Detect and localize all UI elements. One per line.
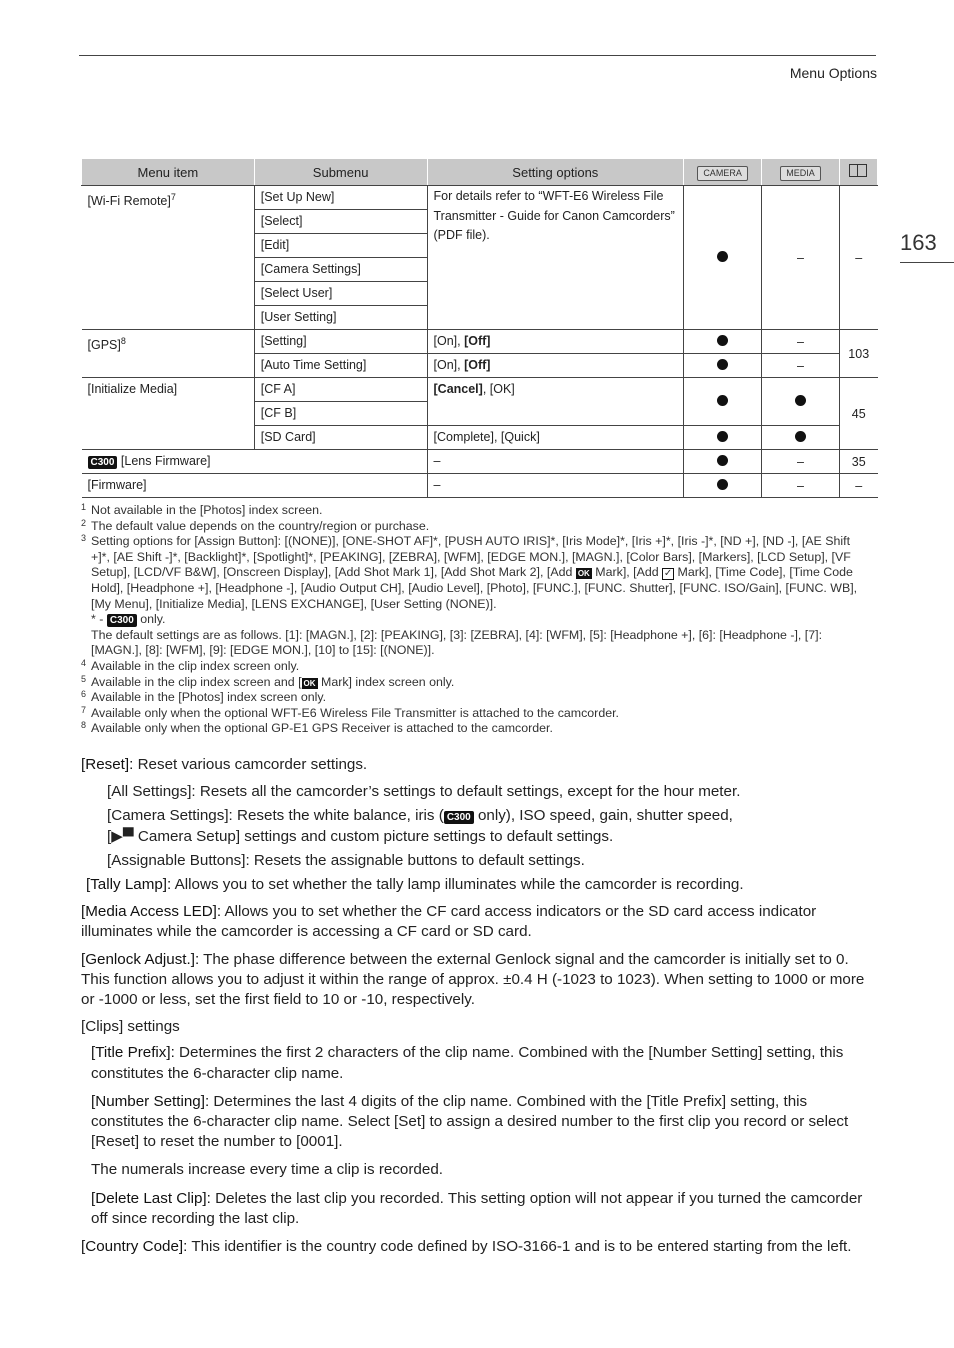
- checkmark-icon: ✓: [663, 568, 673, 580]
- menu-item-wifi-remote: [Wi-Fi Remote]: [87, 194, 171, 209]
- media-cell: –: [762, 474, 840, 498]
- media-mode-icon: MEDIA: [780, 166, 821, 181]
- media-cell: –: [762, 354, 840, 378]
- submenu-cell: [Auto Time Setting]: [254, 354, 427, 378]
- c300-badge-icon: C300: [444, 811, 474, 824]
- footnote-6: 6 Available in the [Photos] index screen only.: [81, 689, 327, 705]
- table-row: [Wi-Fi Remote]$^7$ [Set Up New] For details refer to “WFT-E6 Wireless File Transmitter - Guide for Canon Camcorders” (PDF file). – –: [82, 186, 878, 210]
- table-row: [82, 450, 878, 474]
- table-header-row: [82, 159, 878, 186]
- col-setting-options: Setting options: [427, 159, 684, 186]
- submenu-cell: [Edit]: [254, 234, 427, 258]
- page-number: 163: [900, 230, 937, 255]
- available-dot-icon: [717, 335, 728, 346]
- setting-options-cell: [Complete], [Quick]: [427, 426, 684, 450]
- media-cell: –: [762, 186, 840, 330]
- submenu-cell: [CF B]: [254, 402, 427, 426]
- submenu-cell: [Set Up New]: [254, 186, 427, 210]
- submenu-cell: [Select]: [254, 210, 427, 234]
- available-dot-icon: [717, 455, 728, 466]
- menu-item-lens-firmware: [Lens Firmware]: [120, 454, 211, 468]
- available-dot-icon: [717, 359, 728, 370]
- all-settings-paragraph: [All Settings]: Resets all the camcorder’s settings to default settings, except for the hour meter.: [107, 783, 741, 801]
- ok-mark-icon: OK: [577, 569, 590, 579]
- menu-item-gps: [GPS]: [87, 338, 121, 353]
- table-row: [GPS]$^8$ [Setting] [On], [Off] – 103: [82, 330, 878, 354]
- table-row: [82, 474, 878, 498]
- submenu-cell: [SD Card]: [254, 426, 427, 450]
- setting-options-cell: –: [427, 450, 684, 474]
- footnote-4: 4 Available in the clip index screen only.: [81, 657, 300, 673]
- camera-mode-icon: CAMERA: [697, 166, 748, 181]
- media-cell: –: [762, 450, 840, 474]
- setting-options-cell: –: [427, 474, 684, 498]
- page-ref-cell: –: [839, 474, 877, 498]
- submenu-cell: [User Setting]: [254, 306, 427, 330]
- book-reference-icon: [849, 164, 867, 177]
- submenu-cell: [Camera Settings]: [254, 258, 427, 282]
- available-dot-icon: [795, 431, 806, 442]
- footnotes: [81, 503, 861, 737]
- submenu-cell: [CF A]: [254, 378, 427, 402]
- header-rule: [79, 55, 876, 56]
- setting-options-cell: For details refer to “WFT-E6 Wireless File Transmitter - Guide for Canon Camcorders” (PDF file).: [427, 186, 684, 330]
- body-text: [81, 755, 876, 1264]
- available-dot-icon: [717, 395, 728, 406]
- submenu-cell: [Select User]: [254, 282, 427, 306]
- available-dot-icon: [795, 395, 806, 406]
- page-ref-cell: –: [839, 186, 877, 330]
- available-dot-icon: [717, 479, 728, 490]
- title-prefix-paragraph: [Title Prefix]: Determines the first 2 characters of the clip name. Combined with the [Number Setting] setting, this constitutes the 6-character clip name.: [91, 1044, 844, 1082]
- ok-mark-icon: OK: [303, 678, 316, 688]
- reset-paragraph: [Reset]: Reset various camcorder settings.: [81, 756, 368, 773]
- col-menu-item: Menu item: [82, 159, 255, 186]
- menu-item-firmware: [Firmware]: [82, 474, 428, 498]
- page-number-rule: [900, 262, 954, 263]
- footnote-8: 8 Available only when the optional GP-E1 GPS Receiver is attached to the camcorder.: [81, 720, 553, 736]
- section-title: Menu Options: [789, 65, 877, 81]
- col-submenu: Submenu: [254, 159, 427, 186]
- assignable-buttons-paragraph: [Assignable Buttons]: Resets the assignable buttons to default settings.: [107, 851, 585, 869]
- footnote-7: 7 Available only when the optional WFT-E6 Wireless File Transmitter is attached to the camcorder.: [81, 704, 619, 720]
- media-access-led-paragraph: [Media Access LED]: Allows you to set whether the CF card access indicators or the SD card access indicator illuminates while the camcorder is accessing a CF card or SD card.: [81, 903, 817, 941]
- c300-badge-icon: C300: [88, 456, 118, 469]
- table-row: [Initialize Media] [CF A] [Cancel], [OK] 45: [82, 378, 878, 402]
- available-dot-icon: [717, 431, 728, 442]
- menu-item-initialize-media: [Initialize Media]: [82, 378, 255, 450]
- submenu-cell: [Setting]: [254, 330, 427, 354]
- numerals-paragraph: The numerals increase every time a clip is recorded.: [91, 1161, 443, 1179]
- footnote-2: 2 The default value depends on the country/region or purchase.: [81, 517, 430, 533]
- footnote-1: 1 Not available in the [Photos] index screen.: [81, 502, 323, 517]
- page-ref-cell: 45: [839, 378, 877, 450]
- clips-settings-heading: [Clips] settings: [81, 1018, 180, 1036]
- page-ref-cell: 35: [839, 450, 877, 474]
- camera-setup-icon: ▶▀: [111, 827, 134, 845]
- c300-badge-icon: C300: [107, 614, 137, 627]
- footnote-3: 3 Setting options for [Assign Button]: [(NONE)], [ONE-SHOT AF]*, [PUSH AUTO IRIS]*, [Iris Mode]*, [Iris +]*, [Iris -]*, [ND +], [ND -], [AE Shift +]*, [AE Shift -]*, [Backlight]*, [Spotlight]*, [PEAKING], [ZEBRA], [WFM], [EDGE MON.], [MAGN.], [Color Bars], [Markers], [LCD Setup], [VF Setup], [LCD/VF B&W], [Onscreen Display], [Add Shot Mark 1], [Add Shot Mark 2], [Add OK Mark], [Add ✓ Mark], [Time Code], [Time Code Hold], [Headphone +], [Headphone -], [Audio Output CH], [Audio Level], [Photo], [FUNC.], [FUNC. Shutter], [FUNC. ISO/Gain], [FUNC. WB], [My Menu], [Initialize Media], [LENS EXCHANGE], [User Setting (NONE)]. * - C300 only. The default settings are as follows. [1]: [MAGN.], [2]: [PEAKING], [3]: [ZEBRA], [4]: [WFM], [5]: [Headphone +], [6]: [Headphone -], [7]: [MAGN.], [8]: [WFM], [9]: [EDGE MON.], [10] to [15]: [(NONE)].: [81, 533, 858, 658]
- page-ref-cell: 103: [839, 330, 877, 378]
- country-code-paragraph: [Country Code]: This identifier is the country code defined by ISO-3166-1 and is to be entered starting from the left.: [81, 1238, 852, 1256]
- genlock-paragraph: [Genlock Adjust.]: The phase difference between the external Genlock signal and the camcorder is initially set to 0. This function allows you to adjust it within the range of approx. ±0.4 H (-1023 to 1023). When setting to 1000 or more or -1000 or less, set the first field to 10 or -10, respectively.: [81, 950, 865, 1009]
- delete-last-clip-paragraph: [Delete Last Clip]: Deletes the last clip you recorded. This setting option will not appear if you turned the camcorder off since recording the last clip.: [91, 1189, 863, 1227]
- tally-lamp-paragraph: [Tally Lamp]: Allows you to set whether the tally lamp illuminates while the camcorder is recording.: [86, 876, 744, 894]
- camera-settings-paragraph: [Camera Settings]: Resets the white balance, iris ( C300 only), ISO speed, gain, shutter speed, [▶▀ Camera Setup] settings and custom picture settings to default settings.: [107, 807, 733, 845]
- number-setting-paragraph: [Number Setting]: Determines the last 4 digits of the clip name. Combined with the [Title Prefix] setting, this constitutes the 6-character clip name. Select [Set] to assign a desired number to the first clip you record or select [Reset] to reset the number to [0001].: [91, 1092, 849, 1151]
- footnote-5: 5 Available in the clip index screen and [ OK Mark] index screen only.: [81, 673, 455, 689]
- table-row: [Auto Time Setting] [On], [Off] –: [82, 354, 878, 378]
- menu-options-table: [81, 158, 878, 498]
- media-cell: –: [762, 330, 840, 354]
- available-dot-icon: [717, 251, 728, 262]
